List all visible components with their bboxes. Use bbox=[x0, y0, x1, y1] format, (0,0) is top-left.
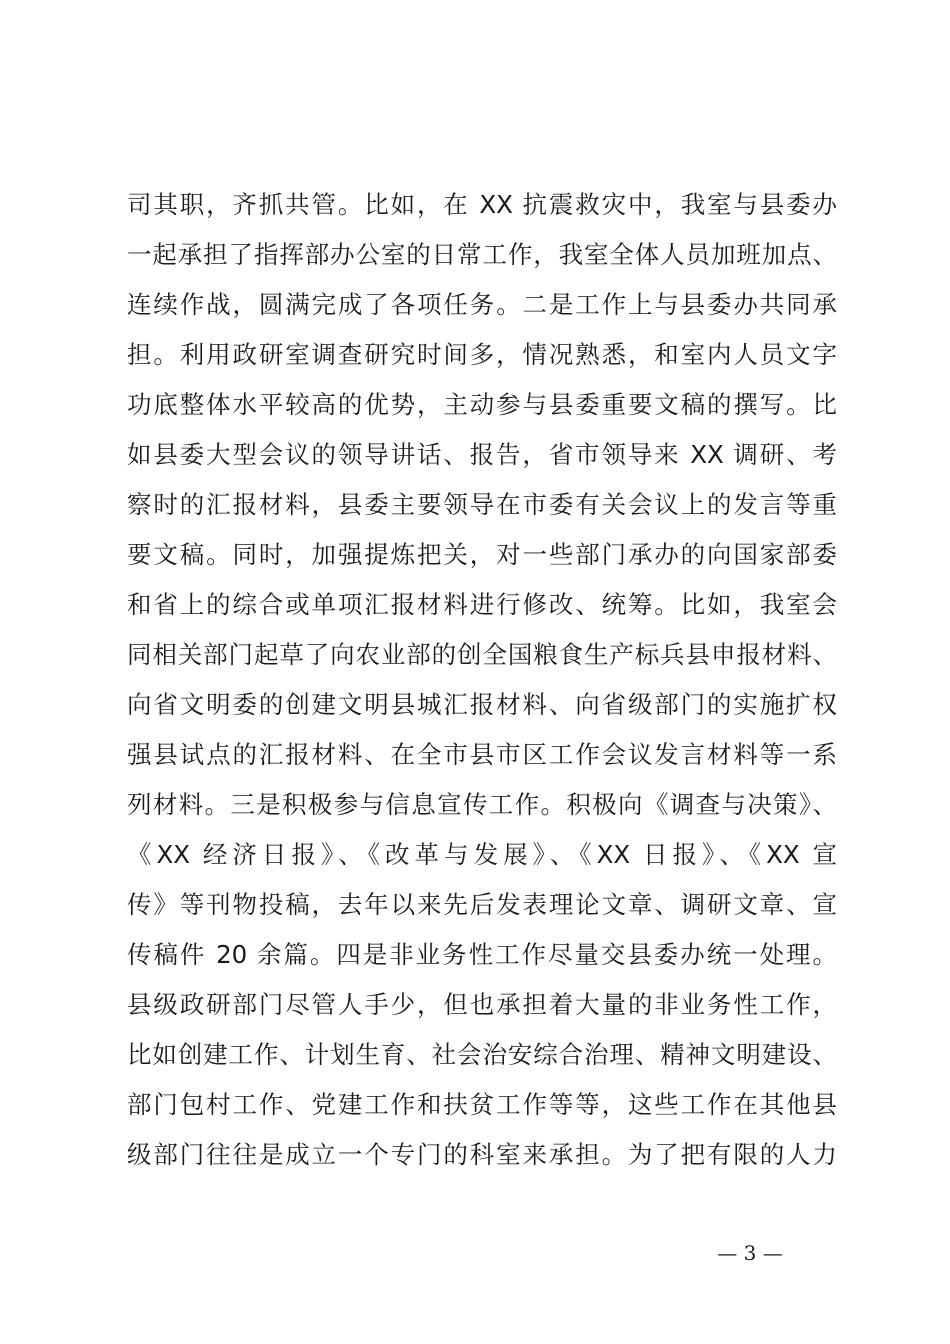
body-text-line: 部门包村工作、党建工作和扶贫工作等等，这些工作在其他县 bbox=[127, 1090, 837, 1119]
body-text-line: 比如创建工作、计划生育、社会治安综合治理、精神文明建设、 bbox=[127, 1040, 837, 1069]
body-text-line: 连续作战，圆满完成了各项任务。二是工作上与县委办共同承 bbox=[127, 290, 837, 319]
body-text-line: 如县委大型会议的领导讲话、报告，省市领导来 XX 调研、考 bbox=[127, 440, 837, 469]
body-text-line: 察时的汇报材料，县委主要领导在市委有关会议上的发言等重 bbox=[127, 490, 837, 519]
body-text-line: 司其职，齐抓共管。比如，在 XX 抗震救灾中，我室与县委办 bbox=[127, 190, 837, 219]
body-text-line: 级部门往往是成立一个专门的科室来承担。为了把有限的人力 bbox=[127, 1140, 837, 1169]
body-text-line: 传稿件 20 余篇。四是非业务性工作尽量交县委办统一处理。 bbox=[127, 940, 837, 969]
body-text-line: 向省文明委的创建文明县城汇报材料、向省级部门的实施扩权 bbox=[127, 690, 837, 719]
body-text-line: 列材料。三是积极参与信息宣传工作。积极向《调查与决策》、 bbox=[127, 790, 837, 819]
body-text-line: 功底整体水平较高的优势，主动参与县委重要文稿的撰写。比 bbox=[127, 390, 837, 419]
body-text-line: 担。利用政研室调查研究时间多，情况熟悉，和室内人员文字 bbox=[127, 340, 837, 369]
body-text-line: 传》等刊物投稿，去年以来先后发表理论文章、调研文章、宣 bbox=[127, 890, 837, 919]
page-number: — 3 — bbox=[717, 1241, 783, 1265]
body-text-line: 县级政研部门尽管人手少，但也承担着大量的非业务性工作， bbox=[127, 990, 837, 1019]
body-text-line: 一起承担了指挥部办公室的日常工作，我室全体人员加班加点、 bbox=[127, 240, 837, 269]
body-text-line: 《XX 经济日报》、《改革与发展》、《XX 日报》、《XX 宣 bbox=[127, 840, 837, 869]
document-body bbox=[127, 180, 837, 1180]
body-text-line: 要文稿。同时，加强提炼把关，对一些部门承办的向国家部委 bbox=[127, 540, 837, 569]
body-text-line: 和省上的综合或单项汇报材料进行修改、统筹。比如，我室会 bbox=[127, 590, 837, 619]
body-text-line: 强县试点的汇报材料、在全市县市区工作会议发言材料等一系 bbox=[127, 740, 837, 769]
body-text-line: 同相关部门起草了向农业部的创全国粮食生产标兵县申报材料、 bbox=[127, 640, 837, 669]
